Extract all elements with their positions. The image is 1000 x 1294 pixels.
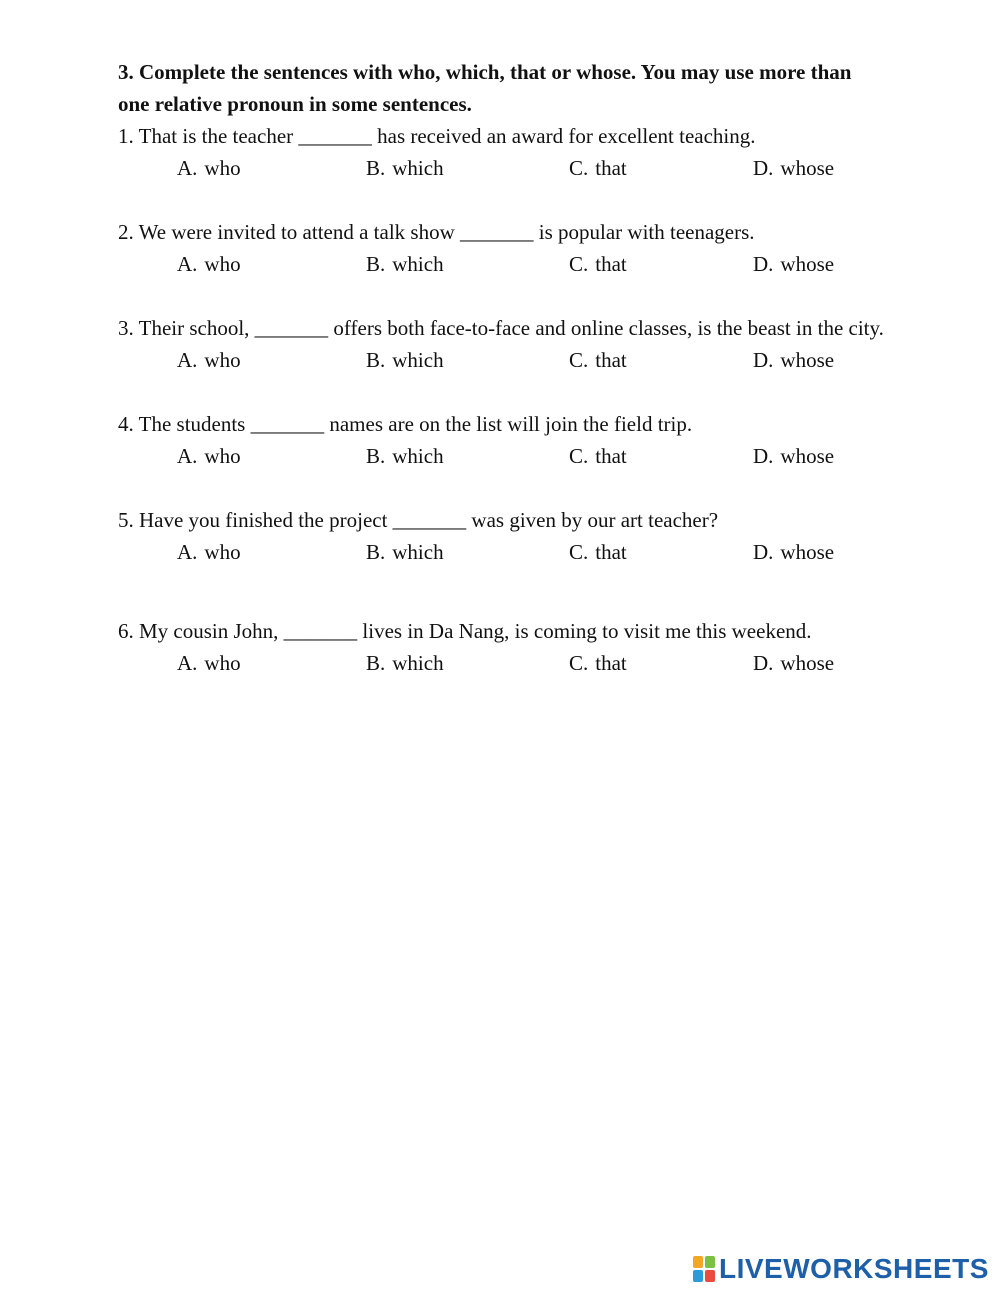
option-d[interactable] xyxy=(753,440,834,472)
question xyxy=(118,504,888,568)
option-value: which xyxy=(392,348,444,372)
answer-options xyxy=(118,440,888,472)
option-value: that xyxy=(595,348,627,372)
option-letter: C. xyxy=(569,540,589,564)
option-letter: B. xyxy=(366,348,386,372)
option-value: which xyxy=(392,540,444,564)
option-value: who xyxy=(204,651,241,675)
logo-text: LIVEWORKSHEETS xyxy=(719,1253,989,1284)
option-value: who xyxy=(204,444,241,468)
liveworksheets-logo xyxy=(693,1254,989,1284)
option-b[interactable] xyxy=(366,647,444,679)
question-text: 3. Their school, _______ offers both face-to-face and online classes, is the beast in the city. xyxy=(118,316,884,340)
liveworksheets-logo-icon xyxy=(693,1256,715,1282)
option-value: which xyxy=(392,156,444,180)
answer-options xyxy=(118,152,888,184)
option-value: which xyxy=(392,651,444,675)
option-d[interactable] xyxy=(753,344,834,376)
option-value: whose xyxy=(780,156,835,180)
option-value: which xyxy=(392,252,444,276)
option-value: that xyxy=(595,540,627,564)
question-text: 6. My cousin John, _______ lives in Da Nang, is coming to visit me this weekend. xyxy=(118,619,812,643)
option-value: that xyxy=(595,252,627,276)
option-a[interactable] xyxy=(177,152,241,184)
option-value: that xyxy=(595,156,627,180)
option-letter: C. xyxy=(569,444,589,468)
option-b[interactable] xyxy=(366,440,444,472)
question xyxy=(118,120,888,184)
option-a[interactable] xyxy=(177,536,241,568)
option-letter: D. xyxy=(753,444,774,468)
option-letter: D. xyxy=(753,156,774,180)
option-value: whose xyxy=(780,651,835,675)
spacer xyxy=(118,568,888,615)
option-b[interactable] xyxy=(366,248,444,280)
option-letter: C. xyxy=(569,156,589,180)
option-a[interactable] xyxy=(177,440,241,472)
option-value: who xyxy=(204,348,241,372)
option-value: who xyxy=(204,252,241,276)
question-text: 5. Have you finished the project _______ was given by our art teacher? xyxy=(118,508,719,532)
spacer xyxy=(118,472,888,504)
option-value: who xyxy=(204,156,241,180)
option-value: whose xyxy=(780,252,835,276)
option-letter: A. xyxy=(177,348,198,372)
option-letter: B. xyxy=(366,540,386,564)
option-value: who xyxy=(204,540,241,564)
exercise-instruction: 3. Complete the sentences with who, which, that or whose. You may use more than one relative pronoun in some sentences. xyxy=(118,60,852,116)
option-value: that xyxy=(595,651,627,675)
option-letter: B. xyxy=(366,252,386,276)
question xyxy=(118,615,888,679)
option-value: whose xyxy=(780,444,835,468)
option-letter: B. xyxy=(366,156,386,180)
option-letter: D. xyxy=(753,540,774,564)
question xyxy=(118,408,888,472)
answer-options xyxy=(118,248,888,280)
option-letter: A. xyxy=(177,252,198,276)
option-c[interactable] xyxy=(569,152,627,184)
option-b[interactable] xyxy=(366,152,444,184)
question-text: 1. That is the teacher _______ has received an award for excellent teaching. xyxy=(118,124,756,148)
option-letter: A. xyxy=(177,156,198,180)
question-text: 2. We were invited to attend a talk show _______ is popular with teenagers. xyxy=(118,220,755,244)
option-c[interactable] xyxy=(569,647,627,679)
worksheet xyxy=(118,56,888,679)
question xyxy=(118,216,888,280)
option-c[interactable] xyxy=(569,248,627,280)
option-letter: A. xyxy=(177,540,198,564)
option-a[interactable] xyxy=(177,248,241,280)
option-d[interactable] xyxy=(753,248,834,280)
option-b[interactable] xyxy=(366,344,444,376)
option-letter: D. xyxy=(753,252,774,276)
option-d[interactable] xyxy=(753,152,834,184)
spacer xyxy=(118,280,888,312)
option-a[interactable] xyxy=(177,344,241,376)
answer-options xyxy=(118,647,888,679)
option-c[interactable] xyxy=(569,344,627,376)
option-value: whose xyxy=(780,540,835,564)
answer-options xyxy=(118,536,888,568)
spacer xyxy=(118,184,888,216)
option-b[interactable] xyxy=(366,536,444,568)
option-letter: B. xyxy=(366,651,386,675)
option-c[interactable] xyxy=(569,536,627,568)
question-text: 4. The students _______ names are on the list will join the field trip. xyxy=(118,412,693,436)
option-letter: D. xyxy=(753,651,774,675)
option-letter: C. xyxy=(569,651,589,675)
option-d[interactable] xyxy=(753,536,834,568)
option-value: that xyxy=(595,444,627,468)
option-a[interactable] xyxy=(177,647,241,679)
option-c[interactable] xyxy=(569,440,627,472)
answer-options xyxy=(118,344,888,376)
question xyxy=(118,312,888,376)
option-d[interactable] xyxy=(753,647,834,679)
option-letter: C. xyxy=(569,348,589,372)
option-letter: C. xyxy=(569,252,589,276)
option-letter: D. xyxy=(753,348,774,372)
option-letter: A. xyxy=(177,651,198,675)
option-letter: A. xyxy=(177,444,198,468)
option-value: whose xyxy=(780,348,835,372)
spacer xyxy=(118,376,888,408)
option-value: which xyxy=(392,444,444,468)
option-letter: B. xyxy=(366,444,386,468)
